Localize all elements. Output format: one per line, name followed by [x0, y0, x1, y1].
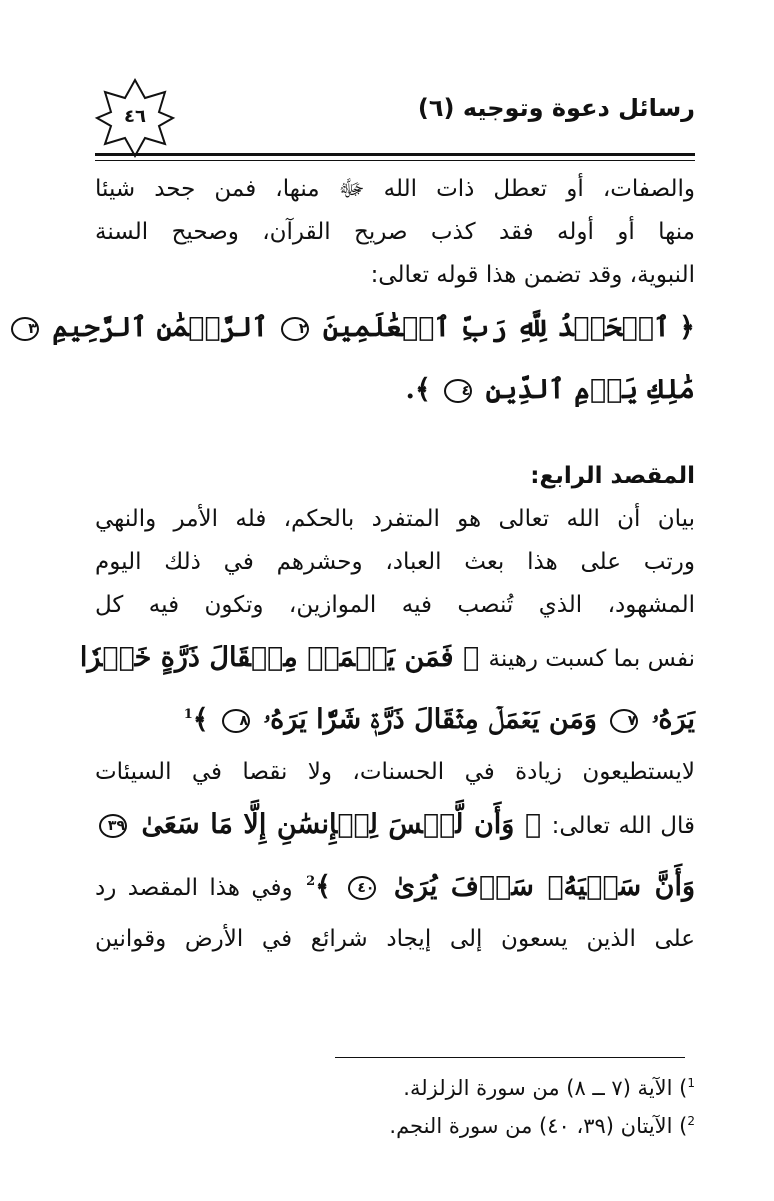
text-line: لايستطيعون زيادة في الحسنات، ولا نقصا في السيئات: [95, 759, 695, 785]
section-gap: [95, 421, 695, 455]
quran-verse-line: [79, 627, 695, 689]
footnote-marker: 2: [687, 1114, 695, 1128]
quran-verse-line: [95, 689, 695, 751]
quran-close-bracket: ﴾: [192, 704, 209, 735]
footnote-text: الآيتان (٣٩، ٤٠) من سورة النجم.: [389, 1114, 673, 1138]
text-line: بيان أن الله تعالى هو المتفرد بالحكم، فله الأمر والنهي: [95, 506, 695, 532]
footnote-separator: [335, 1057, 685, 1058]
verse-text: وَمَن يَعۡمَلۡ مِثۡقَالَ ذَرَّةٖ شَرّٗا يَرَهُۥ: [263, 704, 597, 735]
verse-text: ٱلرَّحۡمَٰنِ ٱلرَّحِيمِ: [52, 312, 269, 343]
verse-text: وَأَن لَّيۡسَ لِلۡإِنسَٰنِ إِلَّا مَا سَعَىٰ: [141, 809, 515, 840]
quran-verse-line: [28, 297, 695, 359]
footnote-text: الآية (٧ ــ ٨) من سورة الزلزلة.: [403, 1076, 673, 1100]
footnotes: [95, 1064, 695, 1140]
page-number: ٤٦: [124, 106, 146, 127]
running-title: رسائل دعوة وتوجيه (٦): [417, 94, 695, 122]
text-line: منها أو أوله فقد كذب صريح القرآن، وصحيح السنة: [95, 219, 695, 245]
ayah-number-marker: ٤: [444, 379, 472, 403]
text-line: والصفات، أو تعطل ذات الله ﷻ منها، فمن جحد شيئا: [95, 176, 695, 202]
quran-verse-line: [95, 359, 695, 421]
page-header: [95, 78, 695, 158]
quran-open-bracket: ﴿: [524, 809, 542, 840]
text-segment: قال الله تعالى:: [551, 813, 695, 839]
verse-text: مَٰلِكِ يَوۡمِ ٱلدِّينِ: [485, 374, 695, 405]
ayah-number-marker: ٤٠: [348, 876, 376, 900]
ayah-number-marker: ٣٩: [99, 814, 127, 838]
header-rule-thin: [95, 160, 695, 161]
quran-close-bracket: ﴾: [414, 374, 431, 405]
footnote-ref[interactable]: 1: [183, 707, 193, 722]
footnote: $^2$) الآيتان (٣٩، ٤٠) من سورة النجم.: [389, 1114, 695, 1138]
ayah-number-marker: ٢: [281, 317, 309, 341]
verse-text: فَمَن يَعۡمَلۡ مِثۡقَالَ ذَرَّةٍ خَيۡرٗا: [79, 642, 454, 673]
verse-text: ٱلۡحَمۡدُ لِلَّهِ رَبِّ ٱلۡعَٰلَمِينَ: [322, 312, 670, 343]
header-rule-thick: [95, 153, 695, 156]
footnote: $^1$) الآية (٧ ــ ٨) من سورة الزلزلة.: [403, 1076, 695, 1100]
verse-text: وَأَنَّ سَعۡيَهُۥ سَوۡفَ يُرَىٰ: [393, 871, 695, 902]
section-heading: المقصد الرابع:: [530, 463, 695, 489]
ayah-number-marker: ٨: [222, 709, 250, 733]
sentence-end: .: [405, 374, 415, 405]
text-line: النبوية، وقد تضمن هذا قوله تعالى:: [370, 262, 695, 288]
ayah-number-marker: ٣: [11, 317, 39, 341]
footnote-marker: 1: [687, 1076, 695, 1090]
quran-open-bracket: ﴿: [462, 642, 480, 673]
footnote-ref[interactable]: 2: [306, 874, 316, 889]
text-line: ورتب على هذا بعث العباد، وحشرهم في ذلك اليوم: [95, 549, 695, 575]
page-number-badge: [95, 78, 175, 158]
verse-text: يَرَهُۥ: [651, 704, 695, 735]
text-segment: نفس بما كسبت رهينة: [488, 646, 695, 672]
quran-open-bracket: ﴿: [679, 312, 695, 343]
quran-close-bracket: ﴾: [315, 871, 331, 902]
text-line: المشهود، الذي تُنصب فيه الموازين، وتكون فيه كل: [95, 592, 695, 618]
main-text: [28, 168, 695, 961]
ayah-number-marker: ٧: [610, 709, 638, 733]
quran-verse-line: [95, 794, 695, 856]
quran-verse-line: [95, 856, 695, 918]
text-segment: وفي هذا المقصد رد: [95, 875, 293, 901]
text-line: على الذين يسعون إلى إيجاد شرائع في الأرض وقوانين: [95, 926, 695, 952]
